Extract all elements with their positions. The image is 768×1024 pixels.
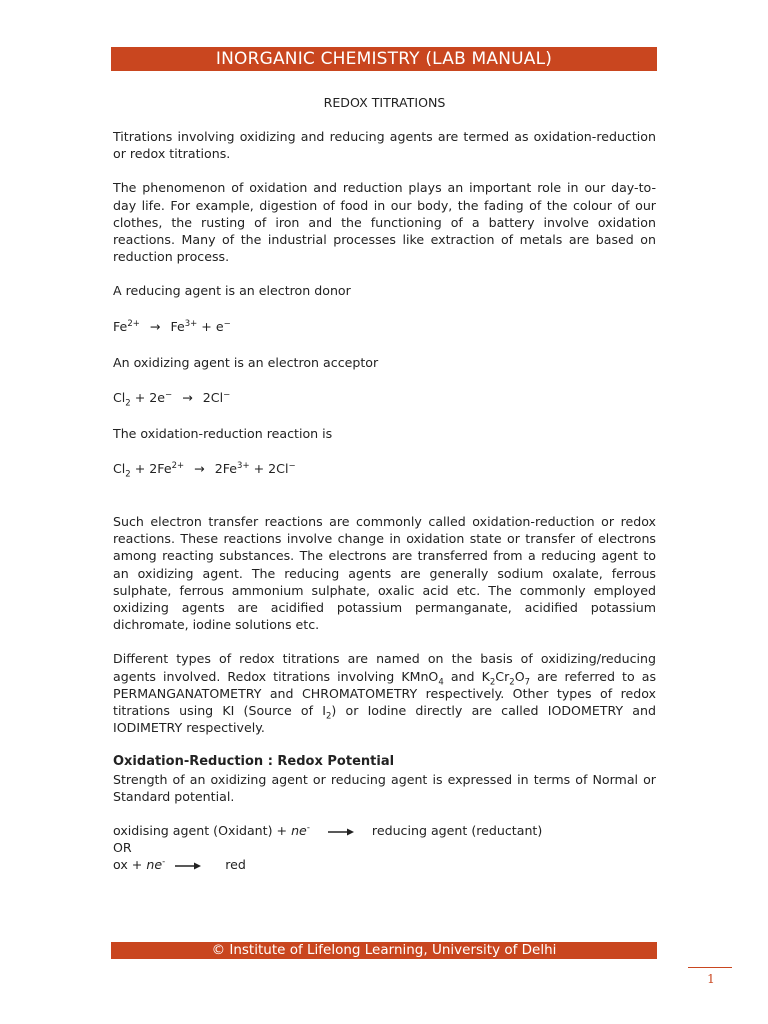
page-number: 1 (707, 972, 715, 986)
paragraph-strength: Strength of an oxidizing agent or reducing agent is expressed in terms of Normal or Standard potential. (113, 771, 656, 804)
half-reaction-short: ox + ne- red (113, 857, 246, 873)
equation-iron-oxidation: $Fe^{2+} \to Fe^{3+} + e^-$ (113, 318, 231, 334)
paragraph-electron-transfer: Such electron transfer reactions are commonly called oxidation-reduction or redox reactions. These reactions involve change in oxidation state or transfer of electrons among reacting substances. The electrons are transferred from a reducing agent to an oxidizing agent. The reducing agents are generally sodium oxalate, ferrous sulphate, ferrous ammonium sulphate, oxalic acid etc. The commonly employed oxidizing agents are acidified potassium permanganate, acidified potassium dichromate, iodine solutions etc. (113, 514, 656, 633)
subheading-redox-potential: Oxidation-Reduction : Redox Potential (113, 754, 395, 770)
paragraph-redox-reaction: The oxidation-reduction reaction is (113, 425, 333, 441)
paragraph-reducing-agent: A reducing agent is an electron donor (113, 283, 351, 299)
paragraph-phenomenon: The phenomenon of oxidation and reduction plays an important role in our day-to-day life. For example, digestion of food in our body, the fading of the colour of our clothes, the rusting of iron and the functioning of a battery involve oxidation reactions. Many of the industrial processes like extraction of metals are based on reduction process. (113, 180, 656, 265)
equation-redox-overall: $Cl_2 + 2Fe^{2+} \to 2Fe^{3+} + 2Cl^-$ (113, 460, 296, 480)
header-banner: INORGANIC CHEMISTRY (LAB MANUAL) (111, 47, 657, 71)
equation-chlorine-reduction: $Cl_2 + 2e^- \to 2Cl^-$ (113, 389, 231, 409)
half-reaction-long: oxidising agent (Oxidant) + ne- reducing agent (reductant) (113, 822, 543, 839)
right-arrow-icon (175, 861, 201, 871)
or-label: OR (113, 840, 132, 856)
paragraph-titration-types: Different types of redox titrations are named on the basis of oxidizing/reducing agents involved. Redox titrations involving KMnO$_4$ and $K_2Cr_2O_7$ are referred to as PERMANGANATOMETRY and CHROMATOMETRY respectively. Other types of redox titrations using KI (Source of $I_2$) or Iodine directly are called IODOMETRY and IODIMETRY respectively. (113, 651, 657, 736)
footer-banner: © Institute of Lifelong Learning, University of Delhi (111, 942, 657, 959)
page-content (113, 86, 656, 874)
paragraph-intro: Titrations involving oxidizing and reducing agents are termed as oxidation-reduction or redox titrations. (113, 129, 656, 162)
paragraph-oxidizing-agent: An oxidizing agent is an electron acceptor (113, 354, 379, 370)
section-title: REDOX TITRATIONS (323, 95, 446, 110)
right-arrow-icon (328, 827, 354, 837)
page-number-rule (688, 967, 732, 968)
